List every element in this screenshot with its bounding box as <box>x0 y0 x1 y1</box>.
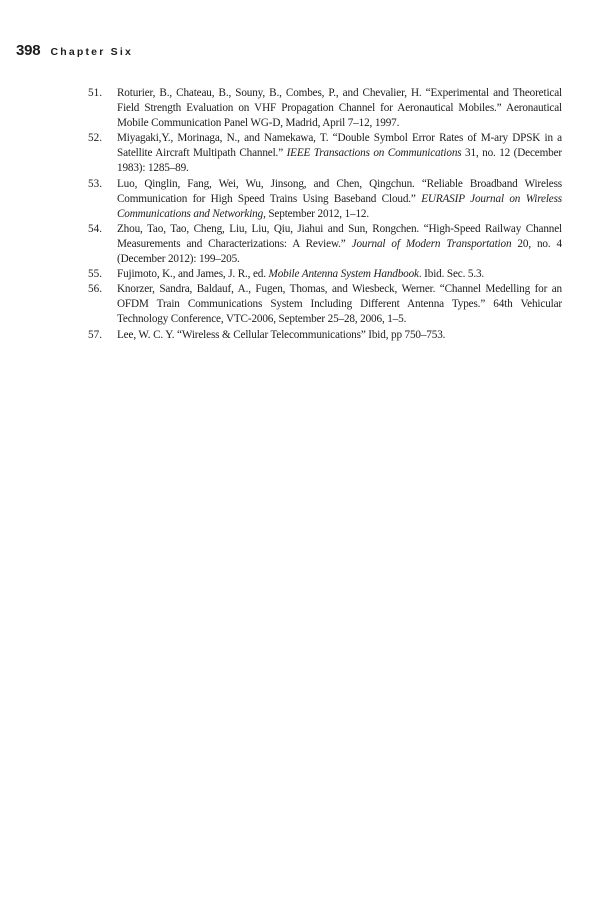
reference-source-title: IEEE Transactions on Communications <box>286 147 462 160</box>
reference-text-segment: 20, no. 4 (December 2012): 199–205. <box>117 237 562 266</box>
reference-text-segment: , September 2012, 1–12. <box>263 207 369 220</box>
reference-number: 54. <box>88 222 102 235</box>
reference-text-segment: Roturier, B., Chateau, B., Souny, B., Combes, P., and Chevalier, H. “Experimental and Theoretical Field Strength Evaluation on VHF Propagation Channel for Aeronautical Mobiles.” Aeronautical Mobile Communication Panel WG-D, Madrid, April 7–12, 1997. <box>117 87 562 130</box>
running-header <box>16 42 133 59</box>
reference-number: 51. <box>88 87 102 99</box>
reference-number: 52. <box>88 132 102 145</box>
reference-text <box>117 131 562 176</box>
reference-source-title: EURASIP Journal on Wireless Communications and Networking <box>117 192 562 220</box>
reference-item <box>88 177 562 222</box>
reference-text <box>117 328 562 343</box>
reference-text-segment: Fujimoto, K., and James, J. R., ed. <box>117 268 269 281</box>
reference-text <box>117 86 562 131</box>
reference-item <box>88 282 562 327</box>
reference-text-segment: Luo, Qinglin, Fang, Wei, Wu, Jinsong, and Chen, Qingchun. “Reliable Broadband Wireless Communication for High Speed Trains Using Baseband Cloud.” <box>117 177 562 205</box>
reference-number: 53. <box>88 177 102 190</box>
reference-text <box>117 177 562 222</box>
reference-text-segment: Knorzer, Sandra, Baldauf, A., Fugen, Thomas, and Wiesbeck, Werner. “Channel Medelling for an OFDM Train Communications System Including Different Antenna Types.” 64th Vehicular Technology Conference, VTC-2006, September 25–28, 2006, 1–5. <box>117 283 562 326</box>
reference-text-segment: Miyagaki,Y., Morinaga, N., and Namekawa, T. “Double Symbol Error Rates of M-ary DPSK in a Satellite Aircraft Multipath Channel.” <box>117 132 562 160</box>
reference-number: 57. <box>88 328 102 341</box>
reference-number: 56. <box>88 283 102 296</box>
page-number: 398 <box>16 42 41 59</box>
chapter-title: Chapter Six <box>50 46 133 58</box>
reference-text <box>117 222 562 267</box>
reference-text-segment: Zhou, Tao, Tao, Cheng, Liu, Liu, Qiu, Jiahui and Sun, Rongchen. “High-Speed Railway Channel Measurements and Characterizations: A Review.” <box>117 222 562 250</box>
reference-text-segment: . Ibid. Sec. 5.3. <box>418 268 485 281</box>
reference-item <box>88 222 562 267</box>
reference-text <box>117 267 562 282</box>
reference-text <box>117 282 562 327</box>
reference-item <box>88 131 562 176</box>
reference-item <box>88 86 562 131</box>
reference-item <box>88 328 562 343</box>
reference-source-title: Journal of Modern Transportation <box>351 237 512 250</box>
reference-source-title: Mobile Antenna System Handbook <box>268 268 419 281</box>
reference-number: 55. <box>88 268 102 281</box>
reference-text-segment: Lee, W. C. Y. “Wireless & Cellular Telecommunications” Ibid, pp 750–753. <box>117 328 446 341</box>
reference-list <box>88 86 562 343</box>
reference-text-segment: 31, no. 12 (December 1983): 1285–89. <box>117 147 562 175</box>
reference-item <box>88 267 562 282</box>
